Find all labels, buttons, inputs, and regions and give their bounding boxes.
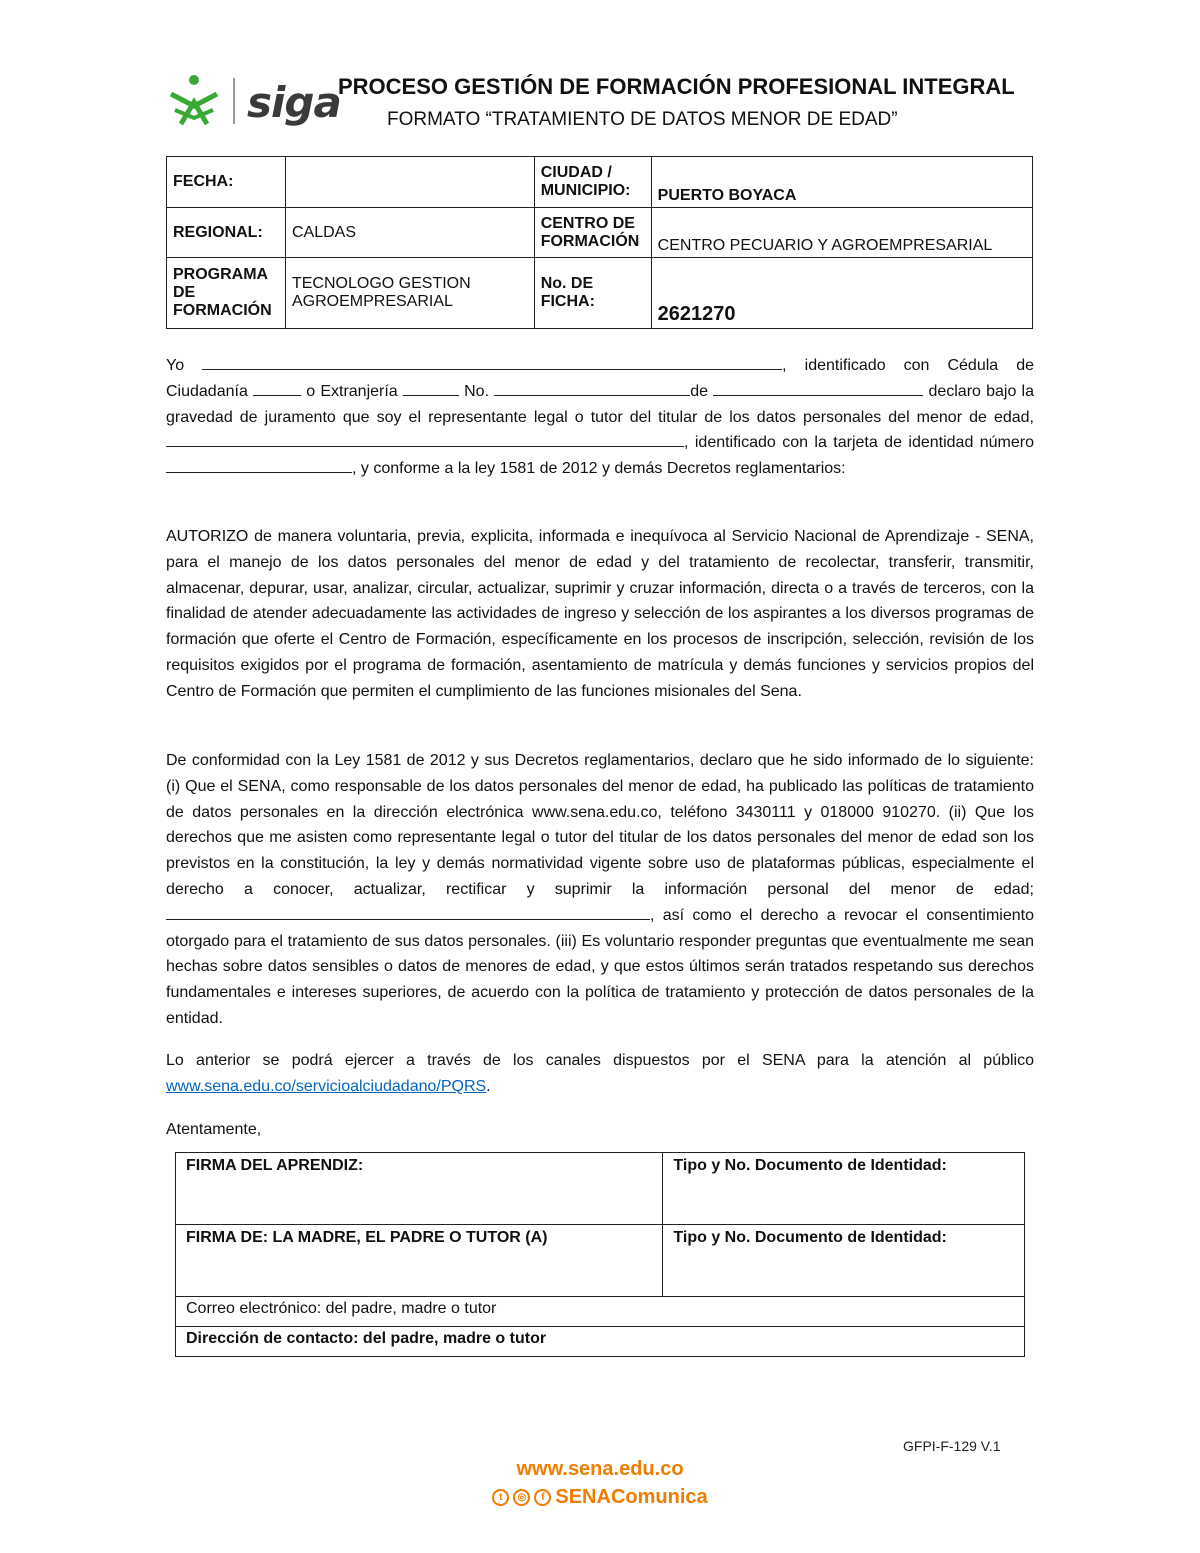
footer-social [0,1486,1200,1509]
lugar-expedicion-blank[interactable] [713,382,923,396]
sign-row-direccion [176,1327,1025,1357]
decl-extranjeria: o Extranjería [306,382,398,400]
programa-value[interactable]: TECNOLOGO GESTION AGROEMPRESARIAL [285,258,534,329]
numero-documento-blank[interactable] [494,382,690,396]
decl-no: No. [464,382,490,400]
info-menor-blank[interactable] [166,906,650,920]
conformidad-part1: De conformidad con la Ley 1581 de 2012 y sus Decretos reglamentarios, declaro que he sido informado de lo siguiente: (i) Que el SENA, como responsable de los datos personales del menor de edad, ha publicado las políticas de tratamiento de datos personales en la dirección electrónica www.sena.edu.co, teléfono 3430111 y 018000 910270. (ii) Que los derechos que me asisten como representante legal o tutor del titular de los datos personales del menor de edad son los previstos en la constitución, la ley y demás normatividad vigente sobre uso de plataformas públicas, especialmente el derecho a conocer, actualizar, rectificar y suprimir la información personal del menor de edad; [166,752,1034,898]
regional-label: REGIONAL: [167,208,286,258]
conformidad-part2: , así como el derecho a revocar el consentimiento otorgado para el tratamiento de sus datos personales. (iii) Es voluntario responder preguntas que eventualmente me sean hechas sobre datos sensibles o datos de menores de edad, y que estos últimos serán tratados respetando sus derechos fundamentales e intereses superiores, de acuerdo con la política de tratamiento y protección de datos personales de la entidad. [166,906,1034,1027]
ficha-label: No. DE FICHA: [534,258,651,329]
regional-value[interactable]: CALDAS [285,208,534,258]
documento-tutor-field[interactable]: Tipo y No. Documento de Identidad: [663,1225,1025,1297]
sign-row-tutor [176,1225,1025,1297]
page-title: PROCESO GESTIÓN DE FORMACIÓN PROFESIONAL INTEGRAL [338,74,1015,99]
sign-row-correo [176,1297,1025,1327]
page-subtitle: FORMATO “TRATAMIENTO DE DATOS MENOR DE EDAD” [387,109,898,130]
anterior-text: Lo anterior se podrá ejercer a través de los canales dispuestos por el SENA para la atención al público [166,1052,1034,1069]
decl-de: de [690,382,709,400]
nombre-representante-blank[interactable] [202,356,782,370]
ficha-value[interactable]: 2621270 [651,258,1032,329]
info-row-regional [167,208,1033,258]
fecha-label: FECHA: [167,157,286,208]
twitter-icon[interactable]: t [492,1489,509,1506]
declaration-paragraph [166,353,1034,482]
anterior-end: . [486,1077,491,1095]
facebook-icon[interactable]: f [534,1489,551,1506]
instagram-icon[interactable]: ◎ [513,1489,530,1506]
header-logo [165,72,341,130]
ciudad-label: CIUDAD / MUNICIPIO: [534,157,651,208]
footer-website[interactable]: www.sena.edu.co [516,1458,684,1480]
extranjeria-blank[interactable] [403,382,459,396]
pqrs-link[interactable]: www.sena.edu.co/servicioalciudadano/PQRS [166,1077,487,1095]
logo-divider [233,78,235,124]
cc-blank[interactable] [253,382,301,396]
documento-aprendiz-field[interactable]: Tipo y No. Documento de Identidad: [663,1153,1025,1225]
programa-label: PROGRAMA DE FORMACIÓN [167,258,286,329]
siga-logo-text: siga [247,78,341,127]
atentamente-text: Atentamente, [166,1121,262,1138]
autorizo-paragraph: AUTORIZO de manera voluntaria, previa, explicita, informada e inequívoca al Servicio Nacional de Aprendizaje - SENA, para el manejo de los datos personales del menor de edad y del tratamiento de recolectar, transferir, transmitir, almacenar, depurar, usar, analizar, circular, actualizar, suprimir y cruzar información, directa o a través de terceros, con la finalidad de atender adecuadamente las actividades de ingreso y selección de los aspirantes a los diversos programas de formación que oferte el Centro de Formación, específicamente en los procesos de inscripción, selección, revisión de los requisitos exigidos por el programa de formación, asentamiento de matrícula y demás funciones y servicios propios del Centro de Formación que permiten el cumplimiento de las funciones misionales del Sena. [166,528,1034,700]
centro-value[interactable]: CENTRO PECUARIO Y AGROEMPRESARIAL [651,208,1032,258]
ciudad-value[interactable]: PUERTO BOYACA [651,157,1032,208]
conformidad-paragraph [166,748,1034,1032]
decl-declaro: declaro bajo la gravedad de juramento que soy el representante legal o tutor del titular de los datos personales del menor de edad, [166,382,1035,426]
tarjeta-identidad-blank[interactable] [166,459,352,473]
firma-aprendiz-field[interactable]: FIRMA DEL APRENDIZ: [176,1153,663,1225]
correo-field[interactable]: Correo electrónico: del padre, madre o tutor [176,1297,1025,1327]
form-code: GFPI-F-129 V.1 [903,1438,1001,1454]
centro-label: CENTRO DE FORMACIÓN [534,208,651,258]
firma-tutor-field[interactable]: FIRMA DE: LA MADRE, EL PADRE O TUTOR (A) [176,1225,663,1297]
nombre-menor-blank[interactable] [166,433,684,447]
anterior-paragraph [166,1048,1034,1100]
info-row-programa [167,258,1033,329]
decl-tarjeta: , identificado con la tarjeta de identidad número [684,434,1034,452]
decl-identificado: , identificado con Cédula de Ciudadanía [166,357,1034,400]
fecha-field[interactable] [285,157,534,208]
info-table [166,156,1033,329]
decl-conforme: , y conforme a la ley 1581 de 2012 y demás Decretos reglamentarios: [352,460,846,478]
info-row-fecha [167,157,1033,208]
decl-yo: Yo [166,357,185,374]
signature-table [175,1152,1025,1357]
social-handle[interactable]: SENAComunica [555,1486,708,1508]
sign-row-aprendiz [176,1153,1025,1225]
direccion-field[interactable]: Dirección de contacto: del padre, madre o tutor [176,1327,1025,1357]
sena-logo-icon [165,72,223,130]
